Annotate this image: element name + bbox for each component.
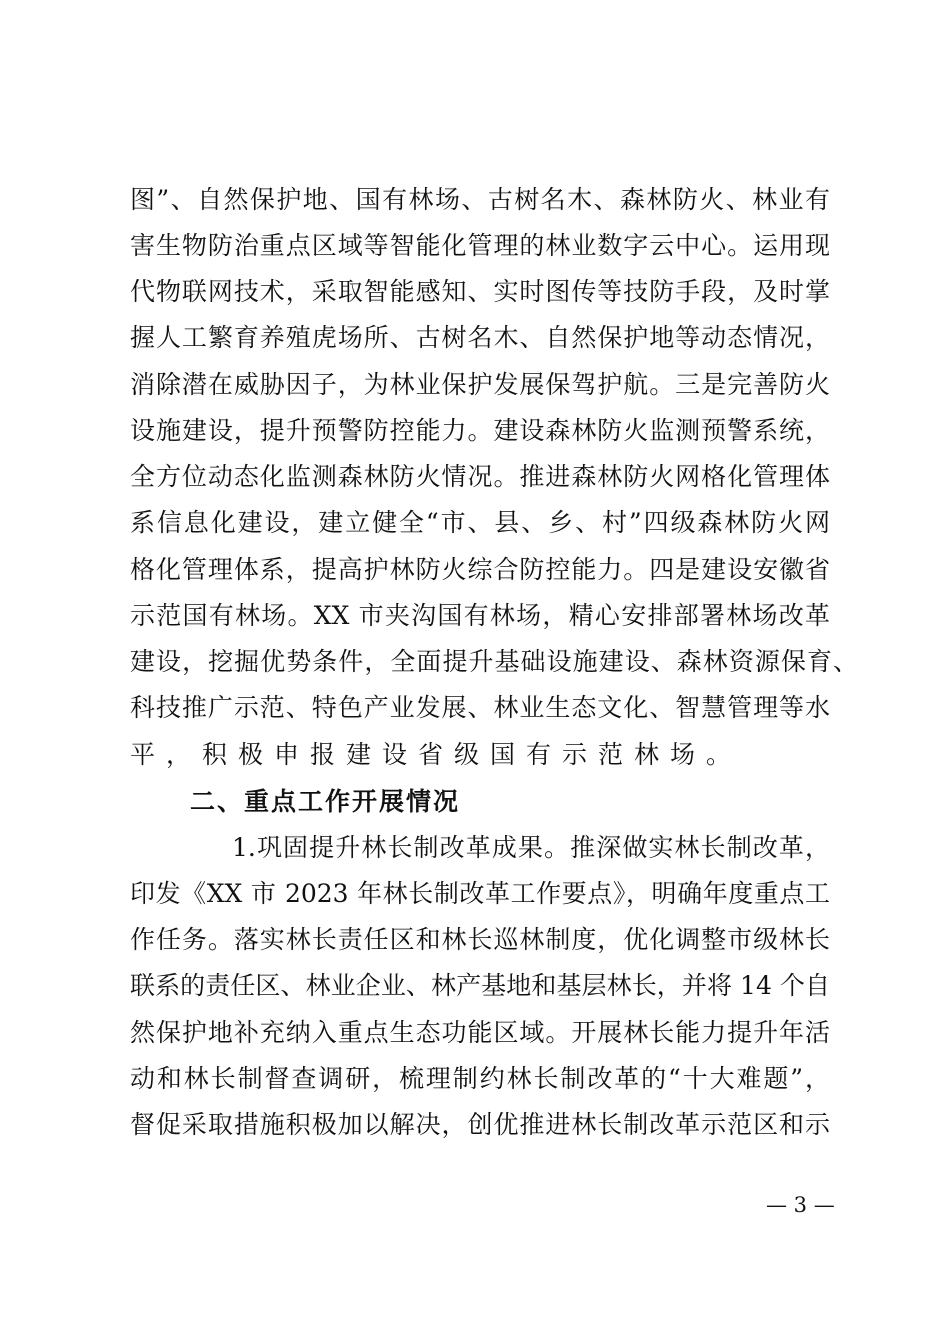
body-text-line: 图”、自然保护地、国有林场、古树名木、森林防火、林业有 (130, 185, 830, 214)
body-text-line: 科技推广示范、特色产业发展、林业生态文化、智慧管理等水 (130, 693, 830, 722)
body-text-line: 系信息化建设，建立健全“市、县、乡、村”四级森林防火网 (130, 508, 830, 537)
body-text-line: 然保护地补充纳入重点生态功能区域。开展林长能力提升年活 (130, 1018, 830, 1047)
page-number: — 3 — (766, 1193, 835, 1217)
body-text-line: 建设，挖掘优势条件，全面提升基础设施建设、森林资源保育、 (130, 647, 858, 676)
body-text-line: 督促采取措施积极加以解决，创优推进林长制改革示范区和示 (130, 1110, 830, 1139)
section-heading: 二、重点工作开展情况 (190, 787, 461, 816)
body-text-line: 动和林长制督查调研，梳理制约林长制改革的“十大难题”， (130, 1064, 830, 1093)
body-text-line: 联系的责任区、林业企业、林产基地和基层林长，并将 14 个自 (130, 971, 830, 1000)
body-text-line: 示范国有林场。XX 市夹沟国有林场，精心安排部署林场改革 (130, 601, 830, 630)
body-text-line: 消除潜在威胁因子，为林业保护发展保驾护航。三是完善防火 (130, 370, 830, 399)
body-text-line: 格化管理体系，提高护林防火综合防控能力。四是建设安徽省 (130, 555, 830, 584)
body-text-line: 代物联网技术，采取智能感知、实时图传等技防手段，及时掌 (130, 277, 830, 306)
body-text-line: 1.巩固提升林长制改革成果。推深做实林长制改革， (232, 833, 830, 862)
body-text-line: 害生物防治重点区域等智能化管理的林业数字云中心。运用现 (130, 231, 830, 260)
body-text-line: 设施建设，提升预警防控能力。建设森林防火监测预警系统， (130, 416, 830, 445)
body-text-line: 作任务。落实林长责任区和林长巡林制度，优化调整市级林长 (130, 925, 830, 954)
body-text-line: 平，积极申报建设省级国有示范林场。 (130, 740, 743, 769)
body-text-line: 握人工繁育养殖虎场所、古树名木、自然保护地等动态情况， (130, 323, 830, 352)
body-text-line: 全方位动态化监测森林防火情况。推进森林防火网格化管理体 (130, 462, 830, 491)
body-text-line: 印发《XX 市 2023 年林长制改革工作要点》，明确年度重点工 (130, 879, 830, 908)
